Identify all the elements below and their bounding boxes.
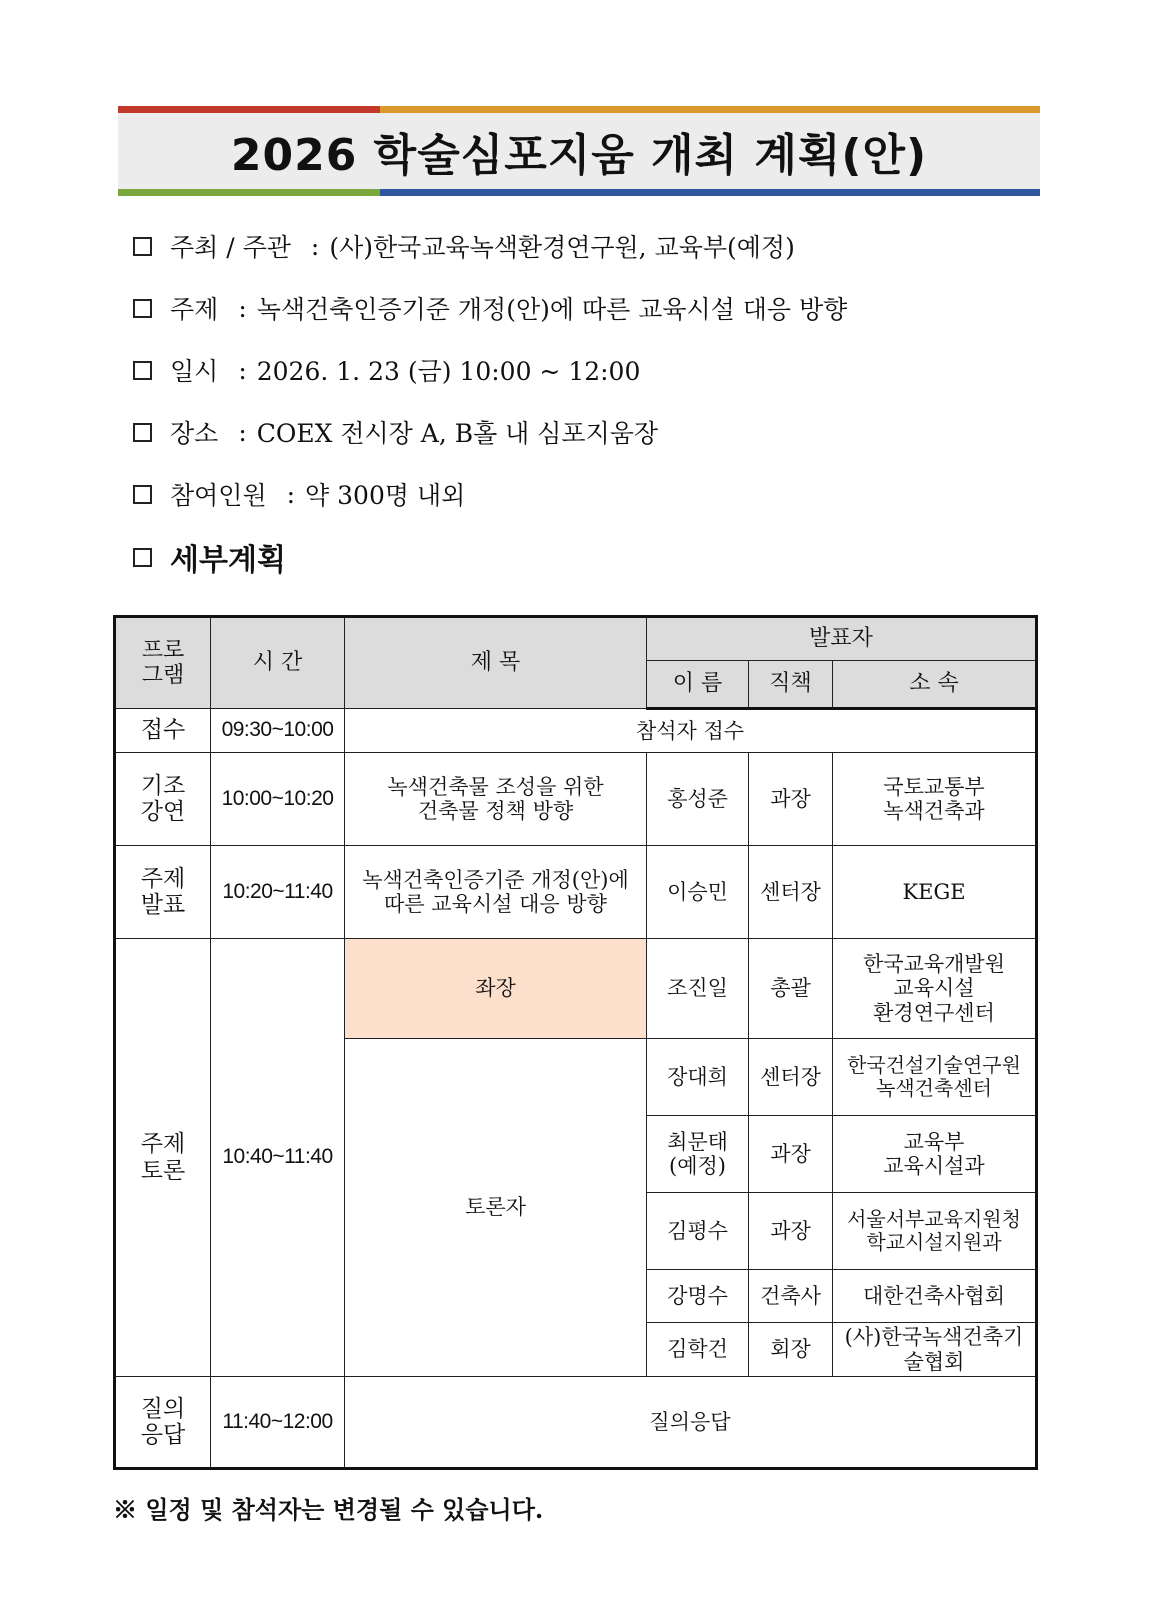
cell-name: 강명수 [647,1270,749,1323]
cell-name: 이승민 [647,846,749,939]
header-topic: 제 목 [345,617,647,709]
separator: : [310,231,320,261]
separator: : [238,417,247,447]
info-attendees [133,476,465,512]
cell-name: 김평수 [647,1193,749,1270]
separator: : [238,293,247,323]
cell-affiliation: KEGE [833,846,1037,939]
title-box [118,113,1040,189]
cell-program: 접수 [115,709,211,753]
table-header-row [115,617,1037,661]
info-date [133,352,640,388]
cell-position: 과장 [749,1116,833,1193]
info-place [133,414,658,450]
table-row-registration [115,709,1037,753]
table-row-chair [115,939,1037,1039]
info-place-value: COEX 전시장 A, B홀 내 심포지움장 [256,419,659,448]
cell-affiliation: (사)한국녹색건축기 술협회 [833,1323,1037,1377]
page-title: 2026 학술심포지움 개최 계획(안) [230,130,928,181]
cell-affiliation: 서울서부교육지원청 학교시설지원과 [833,1193,1037,1270]
table-row-main [115,846,1037,939]
cell-program: 주제 토론 [115,939,211,1377]
checkbox-icon [133,548,152,567]
checkbox-icon [133,423,152,442]
cell-affiliation: 국토교통부 녹색건축과 [833,753,1037,846]
checkbox-icon [133,485,152,504]
info-attendees-label: 참여인원 [170,481,267,510]
info-theme [133,290,847,326]
cell-chair-label: 좌장 [345,939,647,1039]
header-presenter: 발표자 [647,617,1037,661]
info-date-label: 일시 [170,357,219,386]
info-host-value: (사)한국교육녹색환경연구원, 교육부(예정) [329,233,795,262]
info-place-label: 장소 [170,419,219,448]
cell-position: 회장 [749,1323,833,1377]
cell-topic: 녹색건축물 조성을 위한 건축물 정책 방향 [345,753,647,846]
cell-name: 조진일 [647,939,749,1039]
bar-red-segment [118,106,380,113]
cell-content: 참석자 접수 [345,709,1037,753]
title-banner [118,106,1040,196]
cell-affiliation: 한국교육개발원 교육시설 환경연구센터 [833,939,1037,1039]
cell-time: 11:40~12:00 [211,1377,345,1469]
cell-name: 장대희 [647,1039,749,1116]
info-date-value: 2026. 1. 23 (금) 10:00 ~ 12:00 [256,357,641,386]
info-detail [133,535,286,579]
checkbox-icon [133,299,152,318]
info-detail-label: 세부계획 [170,543,286,578]
info-theme-label: 주제 [170,295,219,324]
cell-program: 질의 응답 [115,1377,211,1469]
separator: : [286,479,296,509]
header-affiliation: 소 속 [833,661,1037,709]
cell-program: 주제 발표 [115,846,211,939]
bar-orange-segment [380,106,1040,113]
info-theme-value: 녹색건축인증기준 개정(안)에 따른 교육시설 대응 방향 [256,295,848,324]
bar-green-segment [118,189,380,196]
cell-affiliation: 한국건설기술연구원 녹색건축센터 [833,1039,1037,1116]
cell-position: 총괄 [749,939,833,1039]
info-attendees-value: 약 300명 내외 [305,481,466,510]
cell-time: 10:00~10:20 [211,753,345,846]
header-time: 시 간 [211,617,345,709]
cell-program: 기조 강연 [115,753,211,846]
cell-name: 김학건 [647,1323,749,1377]
cell-content: 질의응답 [345,1377,1037,1469]
info-host [133,228,795,264]
header-position: 직책 [749,661,833,709]
checkbox-icon [133,237,152,256]
footnote: ※ 일정 및 참석자는 변경될 수 있습니다. [113,1495,544,1524]
cell-name: 최문태 (예정) [647,1116,749,1193]
table-row-qa [115,1377,1037,1469]
cell-affiliation: 대한건축사협회 [833,1270,1037,1323]
cell-time: 10:20~11:40 [211,846,345,939]
header-program: 프로 그램 [115,617,211,709]
schedule-table [113,615,1038,1470]
cell-topic: 녹색건축인증기준 개정(안)에 따른 교육시설 대응 방향 [345,846,647,939]
cell-position: 과장 [749,1193,833,1270]
cell-name: 홍성준 [647,753,749,846]
cell-time: 09:30~10:00 [211,709,345,753]
cell-time: 10:40~11:40 [211,939,345,1377]
cell-affiliation: 교육부 교육시설과 [833,1116,1037,1193]
header-name: 이 름 [647,661,749,709]
info-host-label: 주최 / 주관 [170,233,291,262]
title-top-bar [118,106,1040,113]
cell-position: 센터장 [749,1039,833,1116]
cell-position: 과장 [749,753,833,846]
checkbox-icon [133,361,152,380]
title-bottom-bar [118,189,1040,196]
separator: : [238,355,247,385]
cell-position: 건축사 [749,1270,833,1323]
bar-blue-segment [380,189,1040,196]
cell-panel-label: 토론자 [345,1039,647,1377]
cell-position: 센터장 [749,846,833,939]
table-row-keynote [115,753,1037,846]
